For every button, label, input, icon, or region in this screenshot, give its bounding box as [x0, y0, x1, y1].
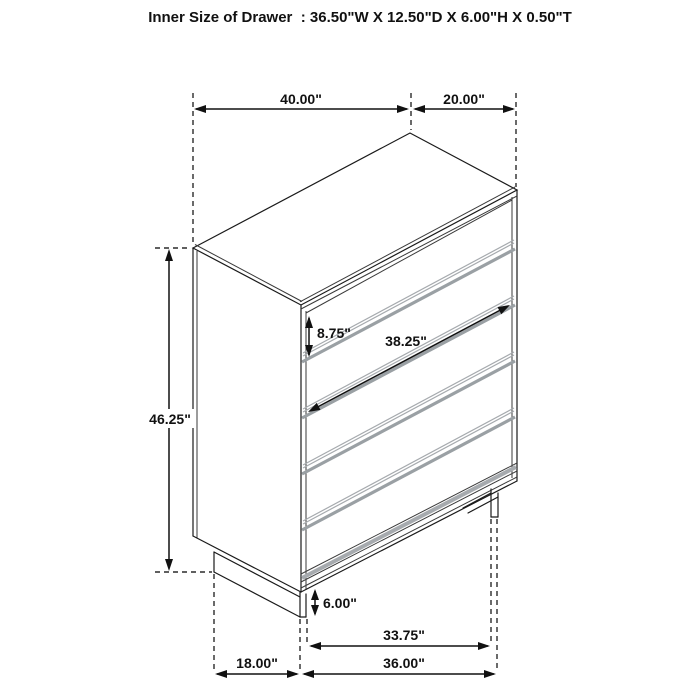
drawer-divider: [302, 296, 515, 418]
dim-leg-height: [311, 589, 357, 616]
front-left-leg: [300, 592, 306, 617]
dim-top-width-label: 40.00": [280, 91, 322, 107]
dim-base-inner-width-label: 33.75": [383, 627, 425, 643]
dim-overall-height: [145, 249, 195, 571]
dim-base-width-label: 36.00": [383, 655, 425, 671]
dim-top-width: [194, 91, 409, 113]
cabinet-front-face: [301, 190, 517, 592]
diagram-title: Inner Size of Drawer : 36.50"W X 12.50"D X 6.00"H X 0.50"T: [148, 9, 572, 26]
cabinet-left-face: [193, 248, 301, 592]
dim-base-depth: [215, 655, 299, 678]
dim-drawer-width: [308, 305, 510, 412]
dim-top-depth-label: 20.00": [443, 91, 485, 107]
dim-base-depth-label: 18.00": [236, 655, 278, 671]
dim-leg-height-label: 6.00": [323, 595, 357, 611]
cabinet-bottom-rail: [301, 463, 517, 592]
dim-overall-height-label: 46.25": [149, 411, 191, 427]
extension-lines: [155, 93, 516, 671]
drawer-divider: [302, 352, 515, 474]
cabinet-drawing: [193, 133, 517, 617]
cabinet-top-face: [193, 133, 517, 305]
drawer-divider: [302, 408, 515, 530]
dim-drawer-height-label: 8.75": [317, 325, 351, 341]
dim-base-width: [302, 655, 496, 678]
dim-drawer-width-label: 38.25": [385, 333, 427, 349]
dim-top-depth: [413, 91, 515, 113]
dim-base-inner-width: [309, 627, 490, 650]
